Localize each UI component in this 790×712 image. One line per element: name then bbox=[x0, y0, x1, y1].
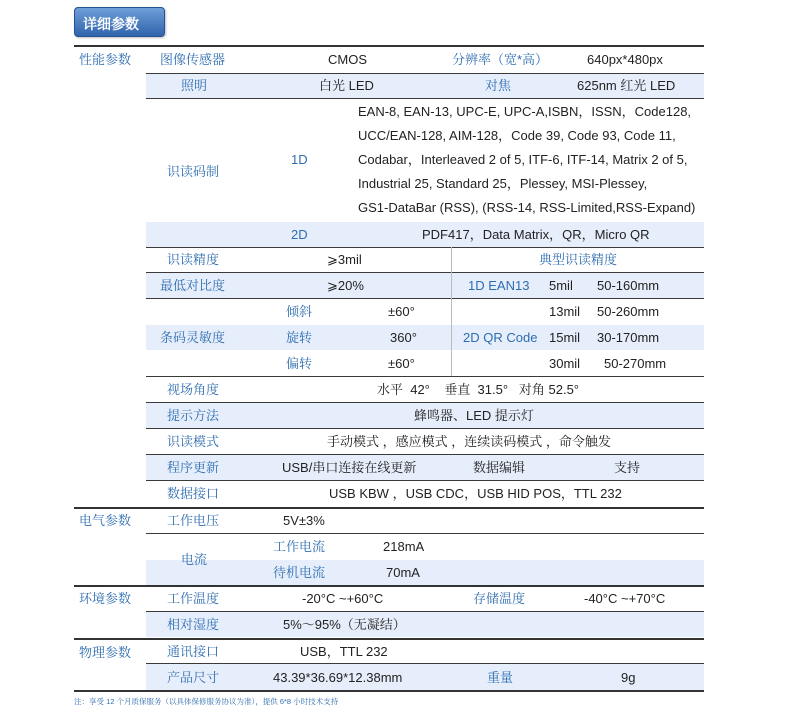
rule bbox=[146, 247, 704, 248]
rule bbox=[146, 428, 704, 429]
comm-label: 通讯接口 bbox=[167, 644, 220, 659]
tilt-label: 倾斜 bbox=[286, 304, 313, 319]
weight-value: 9g bbox=[621, 670, 636, 685]
light-label: 照明 bbox=[181, 78, 208, 93]
comm-value: USB，TTL 232 bbox=[300, 644, 388, 659]
band-standby bbox=[146, 560, 704, 585]
sensor-label: 图像传感器 bbox=[160, 52, 226, 67]
fov-label: 视场角度 bbox=[167, 382, 220, 397]
tilt-value: ±60° bbox=[388, 304, 415, 319]
op-temp-value: -20°C ~+60°C bbox=[302, 591, 384, 606]
resolution-value: 640px*480px bbox=[587, 52, 663, 67]
typical-1d-range: 50-160mm bbox=[597, 278, 660, 293]
standby-current-value: 70mA bbox=[386, 565, 420, 580]
typical-1d-mil: 5mil bbox=[549, 278, 573, 293]
typical-2d-code: 2D QR Code bbox=[463, 330, 538, 345]
standby-current-label: 待机电流 bbox=[273, 565, 326, 580]
mode-value: 手动模式 ，感应模式 ，连续读码模式 ，命令触发 bbox=[327, 434, 611, 449]
symbology-2d-value: PDF417，Data Matrix，QR，Micro QR bbox=[422, 227, 650, 242]
aim-value: 625nm 红光 LED bbox=[577, 78, 676, 93]
symbology-1d-line: EAN-8, EAN-13, UPC-E, UPC-A,ISBN，ISSN，Code128, bbox=[358, 104, 692, 119]
precision-label: 识读精度 bbox=[167, 252, 220, 267]
bottom-rule bbox=[74, 690, 704, 692]
band-humidity bbox=[146, 612, 704, 637]
symbology-1d-line: UCC/EAN-128, AIM-128，Code 39, Code 93, Code 11, bbox=[358, 128, 676, 143]
size-value: 43.39*36.69*12.38mm bbox=[273, 670, 403, 685]
humidity-value: 5%～95%（无凝结） bbox=[283, 617, 406, 632]
typical-1d-code: 1D EAN13 bbox=[468, 278, 530, 293]
typical-2d-range: 30-170mm bbox=[597, 330, 660, 345]
rule bbox=[146, 454, 704, 455]
update-value: USB/串口连接在线更新 bbox=[282, 460, 417, 475]
skew-label: 偏转 bbox=[286, 356, 313, 371]
voltage-label: 工作电压 bbox=[167, 513, 220, 528]
work-current-label: 工作电流 bbox=[273, 539, 326, 554]
typical-2d-mil: 30mil bbox=[549, 356, 581, 371]
humidity-label: 相对湿度 bbox=[167, 617, 220, 632]
prompt-label: 提示方法 bbox=[167, 408, 220, 423]
st-temp-label: 存储温度 bbox=[473, 591, 526, 606]
section-electrical: 电气参数 bbox=[79, 513, 132, 528]
rule bbox=[146, 663, 704, 664]
st-temp-value: -40°C ~+70°C bbox=[584, 591, 666, 606]
rule bbox=[146, 480, 704, 481]
op-temp-label: 工作温度 bbox=[167, 591, 220, 606]
symbology-1d-line: Industrial 25, Standard 25，Plessey, MSI-Plessey, bbox=[358, 176, 648, 191]
size-label: 产品尺寸 bbox=[167, 670, 220, 685]
sensitivity-label: 条码灵敏度 bbox=[160, 330, 226, 345]
symbology-label: 识读码制 bbox=[167, 164, 220, 179]
section-performance: 性能参数 bbox=[79, 52, 132, 67]
rule bbox=[146, 272, 704, 273]
rule bbox=[146, 298, 704, 299]
weight-label: 重量 bbox=[487, 670, 514, 685]
section-environment: 环境参数 bbox=[79, 591, 132, 606]
sensor-value: CMOS bbox=[328, 52, 367, 67]
rule bbox=[146, 533, 704, 534]
update-label: 程序更新 bbox=[167, 460, 220, 475]
rule bbox=[146, 376, 704, 377]
data-edit-value: 支持 bbox=[614, 460, 641, 475]
typical-precision-label: 典型识读精度 bbox=[539, 252, 618, 267]
top-rule bbox=[74, 45, 704, 47]
section-physical: 物理参数 bbox=[79, 645, 132, 660]
footnote: 注：享受 12 个月质保服务（以具体保修服务协议为准），提供 6*8 小时技术支持 bbox=[74, 697, 339, 706]
symbology-2d: 2D bbox=[291, 227, 308, 242]
mode-label: 识读模式 bbox=[167, 434, 220, 449]
symbology-1d-line: Codabar，Interleaved 2 of 5, ITF-6, ITF-14, Matrix 2 of 5, bbox=[358, 152, 688, 167]
work-current-value: 218mA bbox=[383, 539, 425, 554]
skew-value: ±60° bbox=[388, 356, 415, 371]
precision-value: ⩾3mil bbox=[327, 252, 362, 267]
rotate-label: 旋转 bbox=[286, 330, 313, 345]
interface-label: 数据接口 bbox=[167, 486, 220, 501]
section-title-badge bbox=[74, 7, 165, 37]
typical-2d-range: 50-270mm bbox=[604, 356, 667, 371]
light-value: 白光 LED bbox=[319, 78, 374, 93]
rotate-value: 360° bbox=[390, 330, 417, 345]
typical-2d-mil: 13mil bbox=[549, 304, 581, 319]
contrast-value: ⩾20% bbox=[327, 278, 364, 293]
data-edit-label: 数据编辑 bbox=[473, 460, 526, 475]
fov-value: 水平 42° 垂直 31.5° 对角 52.5° bbox=[377, 382, 580, 397]
symbology-1d: 1D bbox=[291, 152, 308, 167]
voltage-value: 5V±3% bbox=[283, 513, 325, 528]
rule bbox=[146, 402, 704, 403]
current-label: 电流 bbox=[181, 552, 208, 567]
symbology-1d-line: GS1-DataBar (RSS), (RSS-14, RSS-Limited,RSS-Expand) bbox=[358, 200, 696, 215]
precision-divider bbox=[451, 247, 452, 376]
rule bbox=[146, 98, 704, 99]
contrast-label: 最低对比度 bbox=[160, 278, 226, 293]
prompt-value: 蜂鸣器、LED 提示灯 bbox=[414, 408, 534, 423]
typical-2d-range: 50-260mm bbox=[597, 304, 660, 319]
section-title: 详细参数 bbox=[83, 16, 139, 32]
resolution-label: 分辨率（宽*高） bbox=[452, 52, 549, 67]
aim-label: 对焦 bbox=[485, 78, 512, 93]
interface-value: USB KBW ，USB CDC，USB HID POS，TTL 232 bbox=[329, 486, 622, 501]
rule bbox=[146, 611, 704, 612]
typical-2d-mil: 15mil bbox=[549, 330, 581, 345]
